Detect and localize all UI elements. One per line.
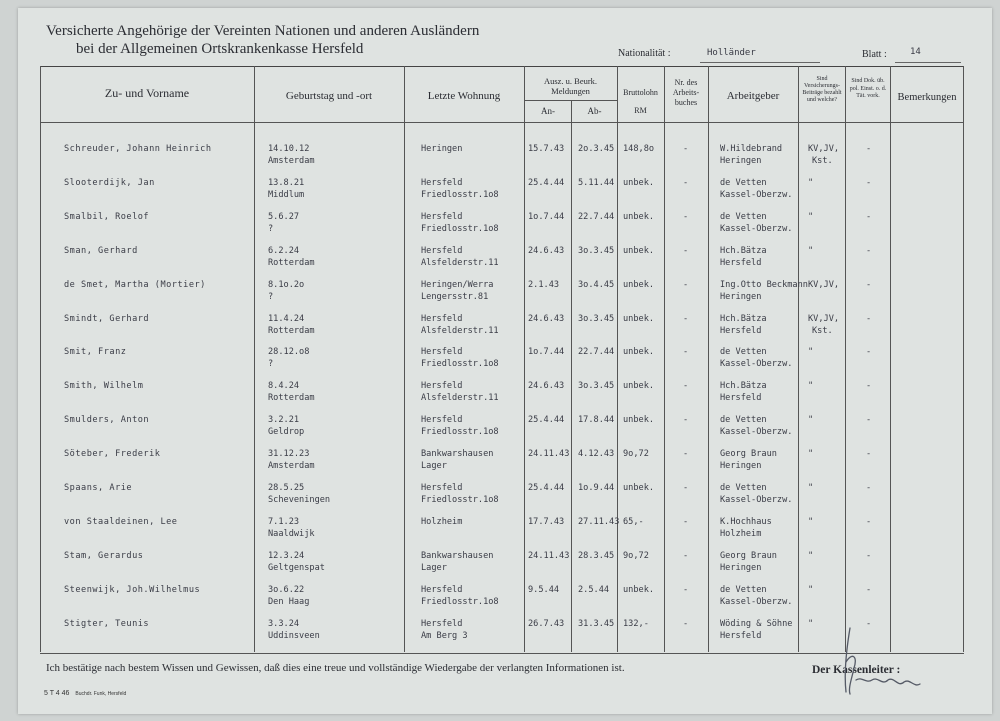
cell-an: 25.4.44 <box>528 177 565 188</box>
cell-wage: unbek. <box>623 347 655 358</box>
cell-emp1: W.Hildebrand <box>720 144 783 154</box>
table-row <box>0 449 1000 483</box>
col-header-wage: Bruttolohn <box>623 88 658 97</box>
col-header-nr: Nr. des Arbeits- buches <box>672 78 700 107</box>
cell-birth-place: Rotterdam <box>268 393 315 404</box>
table-row <box>0 585 1000 619</box>
cell-an: 1o.7.44 <box>528 347 565 358</box>
cell-emp1: de Vetten <box>720 347 767 358</box>
cell-name: Sman, Gerhard <box>64 245 138 256</box>
cell-addr1: Heringen/Werra <box>421 279 494 290</box>
cell-nr: - <box>683 347 689 358</box>
cell-emp2: Heringen <box>720 156 762 166</box>
table-row <box>0 144 1000 178</box>
cell-addr1: Hersfeld <box>421 483 463 493</box>
cell-emp2: Kassel-Oberzw. <box>720 359 793 370</box>
cell-addr1: Hersfeld <box>421 584 463 595</box>
cell-emp1: K.Hochhaus <box>720 516 772 527</box>
cell-nr: - <box>683 279 689 290</box>
cell-emp2: Kassel-Oberzw. <box>720 189 793 200</box>
cell-an: 25.4.44 <box>528 483 565 493</box>
table-row <box>0 483 1000 517</box>
cell-nr: - <box>683 618 689 629</box>
cell-nr: - <box>683 415 689 426</box>
cell-nr: - <box>683 550 689 561</box>
cell-emp1: Wöding & Söhne <box>720 618 793 629</box>
cell-ab: 5.11.44 <box>578 177 615 188</box>
cell-birth-date: 3o.6.22 <box>268 584 305 595</box>
cell-emp1: de Vetten <box>720 415 767 426</box>
cell-emp1: Hch.Bätza <box>720 381 767 392</box>
cell-contrib1: " <box>808 483 814 493</box>
cell-nr: - <box>683 144 689 154</box>
cell-contrib1: " <box>808 347 814 358</box>
cell-an: 26.7.43 <box>528 618 565 629</box>
col-header-an: An- <box>541 106 555 116</box>
cell-ab: 3o.3.45 <box>578 313 615 324</box>
cell-docs: - <box>866 279 872 290</box>
cell-nr: - <box>683 584 689 595</box>
cell-nr: - <box>683 245 689 256</box>
cell-addr2: Friedlosstr.1o8 <box>421 359 499 370</box>
cell-ab: 3o.3.45 <box>578 381 615 392</box>
cell-contrib1: KV,JV, <box>808 279 840 290</box>
cell-contrib1: KV,JV, <box>808 144 840 154</box>
cell-docs: - <box>866 381 872 392</box>
cell-emp1: Georg Braun <box>720 550 777 561</box>
cell-contrib2: Kst. <box>812 156 833 166</box>
cell-addr2: Alsfelderstr.11 <box>421 325 499 336</box>
col-header-address: Letzte Wohnung <box>427 90 501 102</box>
nationality-value: Holländer <box>707 48 756 58</box>
col-header-birth: Geburtstag und -ort <box>285 90 373 102</box>
cell-birth-date: 5.6.27 <box>268 211 300 222</box>
cell-birth-place: Geldrop <box>268 427 305 438</box>
cell-addr1: Hersfeld <box>421 618 463 629</box>
cell-addr2: Friedlosstr.1o8 <box>421 596 499 607</box>
cell-wage: unbek. <box>623 245 655 256</box>
cell-emp1: de Vetten <box>720 483 767 493</box>
cell-birth-date: 6.2.24 <box>268 245 300 256</box>
cell-emp2: Holzheim <box>720 528 762 539</box>
cell-an: 24.6.43 <box>528 313 565 324</box>
col-header-auszug: Ausz. u. Beurk. Meldungen <box>543 76 598 96</box>
cell-docs: - <box>866 347 872 358</box>
cell-emp1: Hch.Bätza <box>720 245 767 256</box>
cell-emp2: Heringen <box>720 461 762 472</box>
cell-addr1: Hersfeld <box>421 211 463 222</box>
sheet-label: Blatt : <box>862 49 887 60</box>
cell-ab: 28.3.45 <box>578 550 615 561</box>
table-row <box>0 381 1000 415</box>
col-header-employer: Arbeitgeber <box>726 90 780 102</box>
cell-an: 2.1.43 <box>528 279 560 290</box>
nationality-underline <box>700 62 820 63</box>
cell-name: de Smet, Martha (Mortier) <box>64 279 206 290</box>
table-row <box>0 551 1000 585</box>
cell-emp2: Kassel-Oberzw. <box>720 495 793 505</box>
col-header-docs: Sind Dok. üb. pol. Einst. o. d. Tät. vork. <box>849 78 887 99</box>
cell-docs: - <box>866 245 872 256</box>
cell-nr: - <box>683 516 689 527</box>
cell-name: Spaans, Arie <box>64 483 133 493</box>
cell-an: 24.11.43 <box>528 449 570 460</box>
cell-emp1: Georg Braun <box>720 449 777 460</box>
cell-wage: unbek. <box>623 313 655 324</box>
cell-wage: 132,- <box>623 618 649 629</box>
cell-addr2: Alsfelderstr.11 <box>421 393 499 404</box>
cell-birth-date: 28.12.o8 <box>268 347 310 358</box>
cell-emp2: Kassel-Oberzw. <box>720 223 793 234</box>
cell-nr: - <box>683 313 689 324</box>
cell-contrib1: KV,JV, <box>808 313 840 324</box>
cell-nr: - <box>683 483 689 493</box>
cell-nr: - <box>683 381 689 392</box>
certification-statement: Ich bestätige nach bestem Wissen und Gewissen, daß dies eine treue und vollständige Wiedergabe der verlangten Informationen ist. <box>46 662 625 674</box>
cell-birth-place: Naaldwijk <box>268 528 315 539</box>
cell-name: Stam, Gerardus <box>64 550 144 561</box>
cell-an: 24.6.43 <box>528 381 565 392</box>
cell-addr2: Am Berg 3 <box>421 630 468 641</box>
cell-addr1: Hersfeld <box>421 415 463 426</box>
cell-emp2: Hersfeld <box>720 257 762 268</box>
col-header-name: Zu- und Vorname <box>104 86 190 100</box>
printer-name: Buchdr. Funk, Hersfeld <box>75 691 127 697</box>
cell-birth-place: ? <box>268 223 274 234</box>
cell-emp2: Heringen <box>720 562 762 573</box>
cell-addr2: Friedlosstr.1o8 <box>421 495 499 505</box>
print-code <box>44 690 126 697</box>
cell-emp2: Hersfeld <box>720 325 762 336</box>
cell-wage: 148,8o <box>623 144 655 154</box>
cell-nr: - <box>683 449 689 460</box>
title-line-1: Versicherte Angehörige der Vereinten Nationen und anderen Ausländern <box>46 23 480 39</box>
cell-docs: - <box>866 449 872 460</box>
cell-wage: unbek. <box>623 483 655 493</box>
cell-nr: - <box>683 211 689 222</box>
cell-docs: - <box>866 415 872 426</box>
subheader-line <box>524 100 617 101</box>
cell-name: Slooterdijk, Jan <box>64 177 155 188</box>
cell-ab: 3o.4.45 <box>578 279 615 290</box>
cell-an: 15.7.43 <box>528 144 565 154</box>
cell-an: 9.5.44 <box>528 584 560 595</box>
cell-addr2: Friedlosstr.1o8 <box>421 189 499 200</box>
cell-birth-place: Rotterdam <box>268 257 315 268</box>
cell-name: Stigter, Teunis <box>64 618 150 629</box>
cell-birth-date: 8.4.24 <box>268 381 300 392</box>
cell-name: Söteber, Frederik <box>64 449 161 460</box>
cell-contrib1: " <box>808 550 814 561</box>
header-separator <box>40 122 964 123</box>
print-code-number: 5 T 4 46 <box>44 690 70 697</box>
cell-addr1: Hersfeld <box>421 177 463 188</box>
cell-birth-place: Scheveningen <box>268 495 331 505</box>
cell-contrib1: " <box>808 177 814 188</box>
cell-emp1: Hch.Bätza <box>720 313 767 324</box>
cell-emp2: Hersfeld <box>720 393 762 404</box>
cell-birth-place: Amsterdam <box>268 461 315 472</box>
cashier-label: Der Kassenleiter : <box>812 664 901 676</box>
table-row <box>0 347 1000 381</box>
cell-name: Smith, Wilhelm <box>64 381 144 392</box>
cell-docs: - <box>866 584 872 595</box>
cell-an: 24.11.43 <box>528 550 570 561</box>
cell-ab: 22.7.44 <box>578 211 615 222</box>
cell-addr1: Bankwarshausen <box>421 449 494 460</box>
cell-ab: 2.5.44 <box>578 584 610 595</box>
cell-name: von Staaldeinen, Lee <box>64 516 178 527</box>
cell-nr: - <box>683 177 689 188</box>
cell-birth-place: Uddinsveen <box>268 630 320 641</box>
sheet-value: 14 <box>910 47 921 57</box>
cell-docs: - <box>866 618 872 629</box>
cell-name: Smindt, Gerhard <box>64 313 150 324</box>
cell-contrib2: Kst. <box>812 325 833 336</box>
cell-contrib1: " <box>808 516 814 527</box>
cell-addr2: Lager <box>421 562 447 573</box>
cell-addr1: Hersfeld <box>421 313 463 324</box>
cell-wage: unbek. <box>623 415 655 426</box>
cell-ab: 31.3.45 <box>578 618 615 629</box>
cell-docs: - <box>866 211 872 222</box>
cell-name: Smit, Franz <box>64 347 127 358</box>
cell-birth-date: 3.2.21 <box>268 415 300 426</box>
cell-ab: 22.7.44 <box>578 347 615 358</box>
cell-an: 1o.7.44 <box>528 211 565 222</box>
table-row <box>0 415 1000 449</box>
cell-wage: 65,- <box>623 516 644 527</box>
col-header-remarks: Bemerkungen <box>897 92 957 103</box>
cell-ab: 4.12.43 <box>578 449 615 460</box>
cell-ab: 27.11.43 <box>578 516 620 527</box>
table-row <box>0 517 1000 551</box>
cell-emp2: Kassel-Oberzw. <box>720 427 793 438</box>
cell-birth-date: 14.10.12 <box>268 144 310 154</box>
cell-contrib1: " <box>808 381 814 392</box>
cell-birth-place: Geltgenspat <box>268 562 325 573</box>
cell-addr2: Friedlosstr.1o8 <box>421 223 499 234</box>
sheet-underline <box>895 62 961 63</box>
cell-wage: 9o,72 <box>623 550 649 561</box>
cell-wage: unbek. <box>623 584 655 595</box>
cell-birth-place: Amsterdam <box>268 156 315 166</box>
nationality-label: Nationalität : <box>618 48 671 59</box>
cell-docs: - <box>866 144 872 154</box>
cell-birth-date: 11.4.24 <box>268 313 305 324</box>
cell-addr1: Hersfeld <box>421 245 463 256</box>
cell-emp1: Ing.Otto Beckmann <box>720 279 808 290</box>
table-row <box>0 280 1000 314</box>
cell-an: 17.7.43 <box>528 516 565 527</box>
cell-ab: 1o.9.44 <box>578 483 615 493</box>
cell-addr2: Alsfelderstr.11 <box>421 257 499 268</box>
cell-wage: 9o,72 <box>623 449 649 460</box>
cell-addr1: Heringen <box>421 144 463 154</box>
cell-birth-date: 8.1o.2o <box>268 279 305 290</box>
col-header-ab: Ab- <box>587 106 602 116</box>
cell-ab: 2o.3.45 <box>578 144 615 154</box>
cell-contrib1: " <box>808 211 814 222</box>
cell-emp2: Heringen <box>720 291 762 302</box>
cell-wage: unbek. <box>623 177 655 188</box>
table-row <box>0 212 1000 246</box>
cell-birth-place: Rotterdam <box>268 325 315 336</box>
cell-contrib1: " <box>808 415 814 426</box>
col-header-contrib: Sind Versicherungs- Beiträge bezahlt und welche? <box>802 76 842 103</box>
cell-birth-date: 31.12.23 <box>268 449 310 460</box>
cell-addr1: Hersfeld <box>421 347 463 358</box>
cell-contrib1: " <box>808 618 814 629</box>
cell-wage: unbek. <box>623 381 655 392</box>
cell-addr1: Hersfeld <box>421 381 463 392</box>
cell-contrib1: " <box>808 245 814 256</box>
cell-addr1: Bankwarshausen <box>421 550 494 561</box>
cell-birth-date: 13.8.21 <box>268 177 305 188</box>
cell-contrib1: " <box>808 449 814 460</box>
col-header-wage-unit: RM <box>634 106 647 115</box>
signature <box>828 622 928 702</box>
cell-ab: 17.8.44 <box>578 415 615 426</box>
cell-ab: 3o.3.45 <box>578 245 615 256</box>
table-row <box>0 178 1000 212</box>
cell-addr2: Lager <box>421 461 447 472</box>
cell-emp2: Hersfeld <box>720 630 762 641</box>
cell-birth-date: 28.5.25 <box>268 483 305 493</box>
cell-emp1: de Vetten <box>720 211 767 222</box>
document-title <box>46 22 479 58</box>
table-row <box>0 314 1000 348</box>
cell-wage: unbek. <box>623 279 655 290</box>
cell-name: Schreuder, Johann Heinrich <box>64 144 212 154</box>
cell-birth-place: ? <box>268 291 274 302</box>
cell-name: Smulders, Anton <box>64 415 150 426</box>
cell-birth-place: ? <box>268 359 274 370</box>
cell-birth-date: 7.1.23 <box>268 516 300 527</box>
table-row <box>0 246 1000 280</box>
cell-addr2: Lengersstr.81 <box>421 291 489 302</box>
cell-birth-place: Middlum <box>268 189 305 200</box>
cell-docs: - <box>866 516 872 527</box>
cell-docs: - <box>866 313 872 324</box>
cell-birth-date: 12.3.24 <box>268 550 305 561</box>
cell-emp1: de Vetten <box>720 584 767 595</box>
cell-docs: - <box>866 177 872 188</box>
cell-name: Steenwijk, Joh.Wilhelmus <box>64 584 201 595</box>
cell-wage: unbek. <box>623 211 655 222</box>
cell-emp2: Kassel-Oberzw. <box>720 596 793 607</box>
cell-addr2: Friedlosstr.1o8 <box>421 427 499 438</box>
cell-birth-place: Den Haag <box>268 596 310 607</box>
cell-an: 24.6.43 <box>528 245 565 256</box>
cell-birth-date: 3.3.24 <box>268 618 300 629</box>
cell-an: 25.4.44 <box>528 415 565 426</box>
cell-docs: - <box>866 550 872 561</box>
cell-contrib1: " <box>808 584 814 595</box>
title-line-2: bei der Allgemeinen Ortskrankenkasse Hersfeld <box>76 41 364 57</box>
cell-addr1: Holzheim <box>421 516 463 527</box>
cell-name: Smalbil, Roelof <box>64 211 150 222</box>
cell-docs: - <box>866 483 872 493</box>
cell-emp1: de Vetten <box>720 177 767 188</box>
